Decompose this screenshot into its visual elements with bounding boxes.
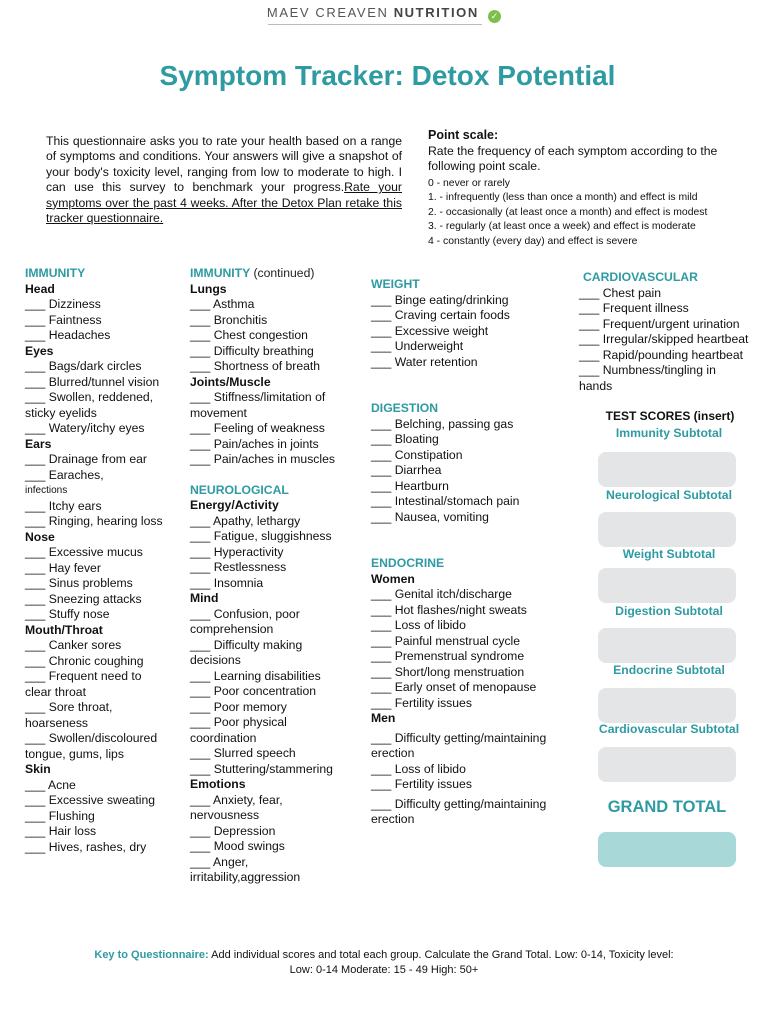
symptom-item[interactable]: ___ Hives, rashes, dry — [25, 839, 147, 854]
neurological-subtotal-label: Neurological Subtotal — [606, 488, 732, 502]
symptom-item[interactable]: ___ Watery/itchy eyes — [25, 421, 145, 435]
symptom-item[interactable]: ___ Excessive sweating — [25, 793, 156, 807]
point-scale-item: 0 - never or rarely — [428, 177, 510, 189]
symptom-item[interactable]: ___ Sneezing attacks — [25, 591, 142, 606]
symptom-item[interactable]: ___ Loss of libido — [371, 618, 466, 632]
leaf-icon: ✓ — [488, 10, 501, 23]
symptom-item[interactable]: ___ Stiffness/limitation of — [190, 390, 326, 404]
symptom-item[interactable]: ___ Belching, passing gas — [371, 416, 514, 431]
symptom-item[interactable]: ___ Difficulty getting/maintaining — [371, 730, 547, 745]
intro-underlined: Rate your symptoms over the past 4 weeks. After the Detox Plan retake this tracker questionnaire. — [46, 180, 402, 226]
symptom-item[interactable]: ___ Bloating — [371, 432, 439, 446]
key-levels: Low: 0-14 Moderate: 15 - 49 High: 50+ — [289, 964, 479, 976]
grand-total-box[interactable] — [598, 832, 736, 867]
page-title: Symptom Tracker: Detox Potential — [159, 60, 616, 91]
symptom-item[interactable]: ___ Genital itch/discharge — [371, 587, 512, 601]
symptom-item[interactable]: ___ Difficulty getting/maintaining — [371, 796, 547, 811]
section-heading-immunity-continued — [190, 266, 365, 282]
endocrine-subtotal-box[interactable] — [598, 688, 736, 723]
symptom-item[interactable]: ___ Loss of libido — [371, 761, 466, 776]
symptom-item[interactable]: ___ Learning disabilities — [190, 668, 321, 683]
subsection-heading: Head — [25, 281, 55, 296]
section-title: IMMUNITY — [190, 266, 251, 280]
symptom-item[interactable]: ___ Diarrhea — [371, 463, 442, 477]
cardiovascular-subtotal-box[interactable] — [598, 747, 736, 782]
column-cardiovascular — [579, 270, 768, 394]
symptom-list — [579, 286, 768, 395]
subsection-heading: Emotions — [190, 777, 246, 791]
symptom-item[interactable]: ___ Swollen/discoloured — [25, 731, 158, 745]
symptom-item[interactable]: ___ Stuffy nose — [25, 607, 110, 621]
symptom-item[interactable]: ___ Frequent/urgent urination — [579, 316, 740, 331]
symptom-item[interactable]: erection — [371, 812, 415, 826]
symptom-item[interactable]: ___ Nausea, vomiting — [371, 509, 489, 524]
symptom-item[interactable]: ___ Stuttering/stammering — [190, 761, 333, 776]
symptom-item[interactable]: ___ Craving certain foods — [371, 308, 510, 322]
column-weight — [371, 277, 576, 370]
point-scale-item: 4 - constantly (every day) and effect is severe — [428, 235, 638, 247]
symptom-item[interactable]: ___ Confusion, poor — [190, 606, 300, 621]
subsection-heading: Mouth/Throat — [25, 622, 103, 637]
symptom-item[interactable]: ___ Feeling of weakness — [190, 421, 325, 435]
symptom-item[interactable]: ___ Excessive mucus — [25, 545, 143, 559]
symptom-item[interactable]: ___ Mood swings — [190, 839, 285, 853]
section-heading-weight: WEIGHT — [371, 277, 420, 291]
point-scale-description: Rate the frequency of each symptom according to the following point scale. — [428, 143, 718, 173]
symptom-item[interactable]: ___ Bags/dark circles — [25, 359, 142, 373]
symptom-item[interactable]: ___ Poor concentration — [190, 684, 317, 698]
subsection-heading: Ears — [25, 436, 52, 451]
symptom-item[interactable]: ___ Painful menstrual cycle — [371, 633, 521, 648]
symptom-item[interactable]: ___ Short/long menstruation — [371, 664, 525, 679]
symptom-item[interactable]: ___ Slurred speech — [190, 746, 296, 760]
symptom-item[interactable]: ___ Rapid/pounding heartbeat — [579, 347, 743, 362]
symptom-item[interactable]: ___ Constipation — [371, 447, 463, 462]
symptom-list — [190, 282, 365, 468]
symptom-item[interactable]: hoarseness — [25, 715, 89, 730]
subsection-heading: Nose — [25, 529, 55, 544]
section-heading-endocrine: ENDOCRINE — [371, 556, 445, 570]
symptom-item[interactable]: ___ Early onset of menopause — [371, 680, 537, 694]
point-scale-item: 3. - regularly (at least once a week) and effect is moderate — [428, 221, 696, 232]
symptom-item[interactable]: ___ Apathy, lethargy — [190, 513, 301, 528]
symptom-item[interactable]: ___ Premenstrual syndrome — [371, 649, 525, 663]
symptom-item[interactable]: ___ Excessive weight — [371, 323, 489, 338]
key-text: Add individual scores and total each group. Calculate the Grand Total. Low: 0-14, Toxicity level: — [211, 949, 674, 961]
symptom-item[interactable]: ___ Asthma — [190, 297, 255, 311]
symptom-item[interactable]: ___ Shortness of breath — [190, 359, 321, 373]
immunity-subtotal-label: Immunity Subtotal — [615, 426, 723, 440]
symptom-item[interactable]: ___ Insomnia — [190, 575, 264, 590]
symptom-item[interactable]: ___ Depression — [190, 823, 276, 838]
symptom-item[interactable]: ___ Dizziness — [25, 297, 101, 311]
symptom-item[interactable]: ___ Anger, — [190, 854, 249, 869]
symptom-item[interactable]: clear throat — [25, 684, 86, 699]
intro-paragraph — [46, 134, 402, 226]
column-digestion — [371, 401, 576, 525]
symptom-item[interactable]: irritability,aggression — [190, 870, 301, 884]
immunity-subtotal-box[interactable] — [598, 452, 736, 487]
symptom-item[interactable]: ___ Irregular/skipped heartbeat — [579, 332, 749, 346]
symptom-item[interactable]: decisions — [190, 653, 241, 667]
symptom-item[interactable]: coordination — [190, 730, 257, 745]
section-heading-cardiovascular: CARDIOVASCULAR — [583, 270, 698, 284]
symptom-list — [25, 282, 190, 856]
symptom-list — [371, 293, 576, 371]
symptom-item[interactable]: ___ Blurred/tunnel vision — [25, 374, 160, 389]
symptom-item[interactable]: ___ Pain/aches in muscles — [190, 452, 335, 466]
point-scale-heading: Point scale: — [428, 128, 499, 142]
questionnaire-key — [60, 948, 708, 978]
symptom-item[interactable]: ___ Pain/aches in joints — [190, 436, 319, 451]
endocrine-subtotal-label: Endocrine Subtotal — [613, 663, 725, 677]
symptom-item[interactable]: hands — [579, 378, 613, 393]
symptom-item[interactable]: ___ Headaches — [25, 328, 111, 342]
symptom-item[interactable]: ___ Acne — [25, 777, 76, 792]
subsection-heading: Eyes — [25, 343, 54, 358]
symptom-item[interactable]: ___ Earaches, — [25, 467, 104, 482]
symptom-item[interactable]: nervousness — [190, 808, 260, 822]
symptom-item[interactable]: ___ Fatigue, sluggishness — [190, 529, 332, 543]
symptom-item[interactable]: ___ Faintness — [25, 312, 102, 327]
symptom-item[interactable]: ___ Numbness/tingling in — [579, 363, 716, 377]
symptom-item[interactable]: ___ Difficulty making — [190, 637, 303, 652]
subsection-heading: Skin — [25, 762, 51, 776]
digestion-subtotal-label: Digestion Subtotal — [615, 604, 723, 618]
symptom-item[interactable]: ___ Hay fever — [25, 560, 101, 575]
symptom-item[interactable]: ___ Hot flashes/night sweats — [371, 602, 527, 617]
symptom-item[interactable]: ___ Fertility issues — [371, 777, 472, 791]
section-note: (continued) — [253, 266, 315, 280]
point-scale — [428, 128, 763, 249]
symptom-item[interactable]: ___ Swollen, reddened, — [25, 390, 154, 404]
symptom-item[interactable]: ___ Intestinal/stomach pain — [371, 494, 520, 508]
symptom-item[interactable]: tongue, gums, lips — [25, 746, 124, 761]
symptom-item[interactable]: ___ Canker sores — [25, 638, 122, 652]
symptom-item[interactable]: ___ Chest pain — [579, 285, 661, 300]
section-heading-immunity: IMMUNITY — [25, 266, 86, 280]
symptom-item[interactable]: movement — [190, 405, 247, 420]
symptom-item[interactable]: ___ Ringing, hearing loss — [25, 514, 163, 528]
symptom-item[interactable]: ___ Heartburn — [371, 478, 449, 493]
symptom-item[interactable]: ___ Sore throat, — [25, 700, 113, 714]
point-scale-item: 2. - occasionally (at least once a month) and effect is modest — [428, 206, 708, 218]
symptom-item[interactable]: ___ Anxiety, fear, — [190, 792, 283, 807]
symptom-item[interactable]: ___ Hyperactivity — [190, 544, 284, 559]
symptom-list — [190, 498, 365, 886]
symptom-item[interactable]: ___ Sinus problems — [25, 576, 133, 590]
key-label: Key to Questionnaire: — [94, 949, 209, 961]
subsection-heading: Joints/Muscle — [190, 374, 271, 389]
symptom-item[interactable]: erection — [371, 746, 415, 760]
neurological-subtotal-box[interactable] — [598, 512, 736, 547]
symptom-item[interactable]: ___ Flushing — [25, 808, 95, 823]
brand-name-light: MAEV CREAVEN — [266, 5, 389, 20]
subsection-heading: Lungs — [190, 281, 227, 296]
symptom-item[interactable]: ___ Binge eating/drinking — [371, 292, 509, 307]
weight-subtotal-label: Weight Subtotal — [622, 547, 716, 561]
symptom-item[interactable]: ___ Hair loss — [25, 824, 97, 838]
symptom-item[interactable]: comprehension — [190, 622, 274, 636]
symptom-item[interactable]: ___ Bronchitis — [190, 312, 268, 327]
symptom-list — [371, 417, 576, 526]
symptom-item[interactable]: ___ Frequent need to — [25, 669, 142, 683]
section-heading-digestion: DIGESTION — [371, 401, 439, 415]
symptom-item[interactable]: ___ Poor memory — [190, 699, 287, 714]
symptom-item[interactable]: ___ Fertility issues — [371, 695, 472, 710]
symptom-item[interactable]: ___ Chronic coughing — [25, 653, 144, 668]
symptom-item[interactable]: ___ Chest congestion — [190, 328, 308, 342]
symptom-item[interactable]: ___ Poor physical — [190, 715, 287, 729]
section-heading-neurological: NEUROLOGICAL — [190, 482, 289, 497]
symptom-item[interactable]: ___ Frequent illness — [579, 301, 689, 315]
symptom-item[interactable]: ___ Water retention — [371, 354, 478, 369]
subsection-heading: Energy/Activity — [190, 498, 279, 512]
symptom-item[interactable]: ___ Difficulty breathing — [190, 343, 314, 358]
cardiovascular-subtotal-label: Cardiovascular Subtotal — [598, 722, 740, 736]
column-endocrine — [371, 556, 576, 828]
subsection-heading: Men — [371, 711, 396, 725]
symptom-list — [371, 572, 576, 828]
symptom-continuation: infections — [25, 485, 68, 496]
column-immunity-continued — [190, 266, 365, 886]
subsection-heading: Mind — [190, 591, 219, 605]
symptom-item[interactable]: ___ Drainage from ear — [25, 452, 147, 466]
weight-subtotal-box[interactable] — [598, 568, 736, 603]
symptom-item[interactable]: ___ Restlessness — [190, 560, 287, 574]
symptom-item[interactable]: ___ Underweight — [371, 339, 464, 353]
grand-total-label: GRAND TOTAL — [607, 798, 727, 816]
point-scale-item: 1. - infrequently (less than once a month) and effect is mild — [428, 192, 698, 203]
digestion-subtotal-box[interactable] — [598, 628, 736, 663]
brand-logo — [0, 5, 768, 23]
brand-divider — [268, 24, 482, 25]
test-scores-heading: TEST SCORES (insert) — [605, 409, 735, 423]
intro-text: This questionnaire asks you to rate your health based on a range of symptoms and conditions. Your answers will give a snapshot of your body's toxicity level, ranging from low to moderate to high. I can use this survey to benchmark your progress. — [46, 134, 402, 195]
column-immunity — [25, 266, 190, 855]
symptom-item[interactable]: ___ Itchy ears — [25, 498, 102, 513]
symptom-item[interactable]: sticky eyelids — [25, 405, 97, 420]
brand-name-bold: NUTRITION — [393, 5, 479, 20]
subsection-heading: Women — [371, 571, 415, 586]
